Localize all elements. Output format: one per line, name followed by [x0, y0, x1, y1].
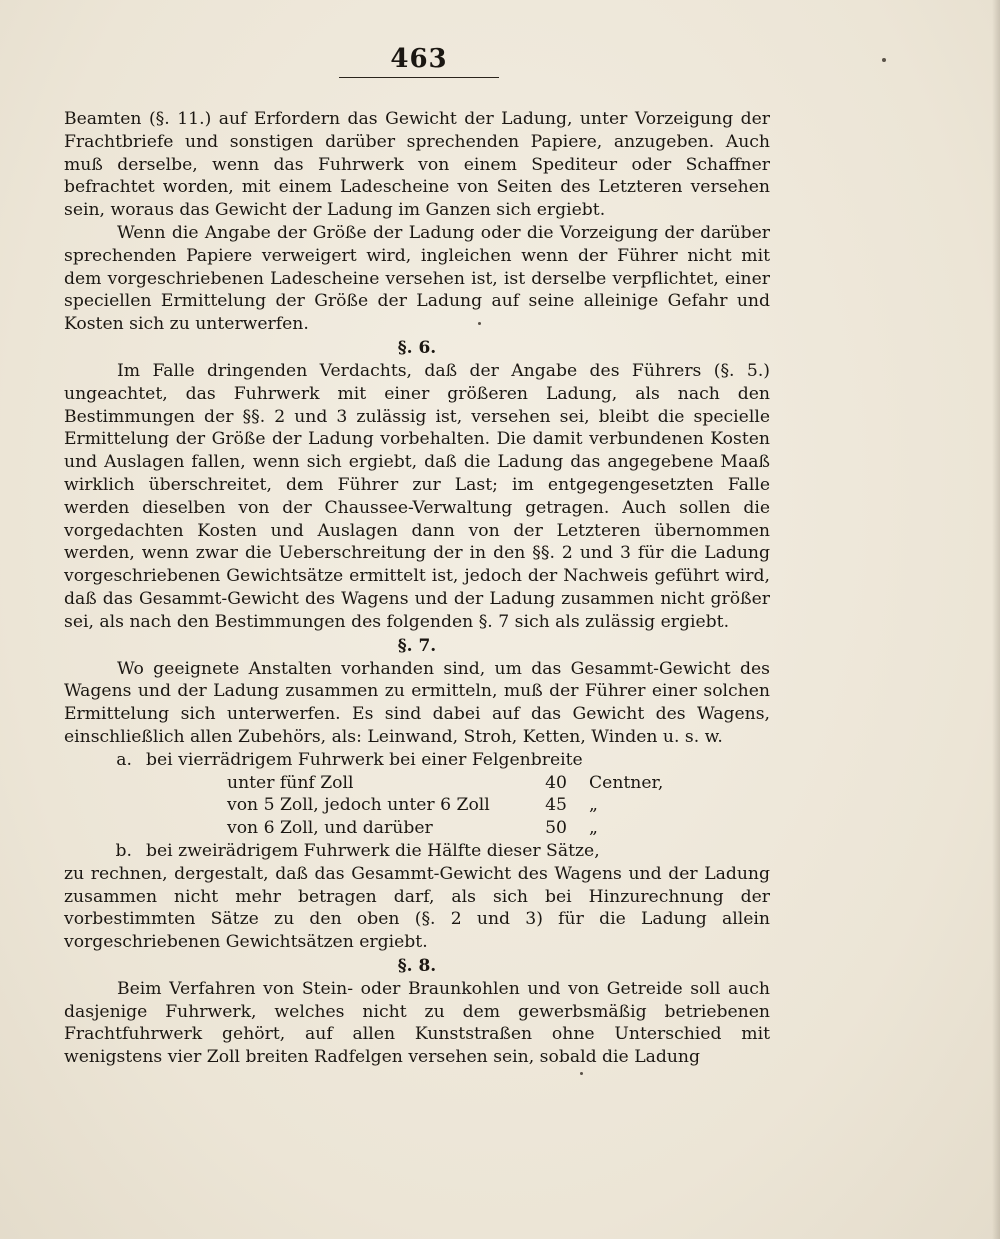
weight-unit: „ — [589, 795, 598, 816]
page-number: 463 — [390, 44, 448, 74]
weight-value: 50 — [545, 818, 567, 839]
paragraph: Im Falle dringenden Verdachts, daß der Angabe des Führers (§. 5.) ungeachtet, das Fuhrwerk mit einer größeren Ladung, als nach den Bestimmungen der §§. 2 und 3 zulässig ist, versehen sei, bleibt die specielle Ermittelung der Größe der Ladung vorbehalten. Die damit verbundenen Kosten und Auslagen fallen, wenn sich ergiebt, daß die Ladung das angegebene Maaß wirklich überschreitet, dem Führer zur Last; im entgegengesetzten Falle werden dieselben von der Chaussee-Verwaltung getragen. Auch sollen die vorgedachten Kosten und Auslagen dann von der Letzteren übernommen werden, wenn zwar die Ueberschreitung der in den §§. 2 und 3 für die Ladung vorgeschriebenen Gewichtsätze ermittelt ist, jedoch der Nachweis geführt wird, daß das Gesammt-Gewicht des Wagens und der Ladung zusammen nicht größer sei, als nach den Bestimmungen des folgenden §. 7 sich als zulässig ergiebt. — [64, 360, 770, 632]
body-text — [64, 108, 770, 1069]
weight-row — [227, 817, 770, 840]
weight-table — [64, 772, 770, 840]
list-letter: b. — [115, 840, 132, 861]
list-letter: a. — [116, 749, 132, 770]
list-item-a — [64, 749, 770, 772]
weight-value: 40 — [545, 772, 567, 793]
paper-speck — [882, 58, 886, 62]
weight-row — [227, 794, 770, 817]
weight-unit: Centner, — [589, 772, 664, 793]
section-heading-7: §. 7. — [397, 635, 437, 656]
paragraph: Wenn die Angabe der Größe der Ladung oder die Vorzeigung der darüber sprechenden Papiere verweigert wird, ingleichen wenn der Führer nicht mit dem vorgeschriebenen Ladescheine versehen ist, ist derselbe verpflichtet, einer speciellen Ermittelung der Größe der Ladung auf seine alleinige Gefahr und Kosten sich zu unterwerfen. — [64, 222, 770, 335]
list-text: bei zweirädrigem Fuhrwerk die Hälfte dieser Sätze, — [146, 840, 600, 861]
page-edge-shadow — [992, 0, 1000, 1239]
paper-speck — [580, 1072, 583, 1075]
weight-condition: von 5 Zoll, jedoch unter 6 Zoll — [227, 795, 490, 816]
section-heading-8: §. 8. — [397, 955, 437, 976]
list-text: bei vierrädrigem Fuhrwerk bei einer Felgenbreite — [146, 749, 583, 770]
list-item-b — [64, 840, 770, 863]
paragraph-continuation: Beamten (§. 11.) auf Erfordern das Gewicht der Ladung, unter Vorzeigung der Frachtbriefe und sonstigen darüber sprechenden Papiere, anzugeben. Auch muß derselbe, wenn das Fuhrwerk von einem Spediteur oder Schaffner befrachtet worden, mit einem Ladescheine von Seiten des Letzteren versehen sein, woraus das Gewicht der Ladung im Ganzen sich ergiebt. — [64, 109, 770, 221]
paragraph: zu rechnen, dergestalt, daß das Gesammt-Gewicht des Wagens und der Ladung zusammen nicht mehr betragen darf, als sich bei Hinzurechnung der vorbestimmten Sätze zu den oben (§. 2 und 3) für die Ladung allein vorgeschriebenen Gewichtsätzen ergiebt. — [64, 863, 770, 953]
weight-row — [227, 772, 770, 795]
weight-unit: „ — [589, 818, 598, 839]
paragraph: Beim Verfahren von Stein- oder Braunkohlen und von Getreide soll auch dasjenige Fuhrwerk, welches nicht zu dem gewerbsmäßig betriebenen Frachtfuhrwerk gehört, auf allen Kunststraßen ohne Unterschied mit wenigstens vier Zoll breiten Radfelgen versehen sein, sobald die Ladung — [64, 978, 770, 1068]
paper-speck — [478, 322, 481, 325]
weight-condition: von 6 Zoll, und darüber — [227, 818, 433, 839]
weight-condition: unter fünf Zoll — [227, 772, 354, 793]
paragraph: Wo geeignete Anstalten vorhanden sind, um das Gesammt-Gewicht des Wagens und der Ladung zusammen zu ermitteln, muß der Führer einer solchen Ermittelung sich unterwerfen. Es sind dabei auf das Gewicht des Wagens, einschließlich allen Zubehörs, als: Leinwand, Stroh, Ketten, Winden u. s. w. — [64, 658, 770, 747]
section-heading-6: §. 6. — [397, 337, 437, 358]
header-rule — [339, 77, 499, 78]
weight-value: 45 — [545, 795, 567, 816]
